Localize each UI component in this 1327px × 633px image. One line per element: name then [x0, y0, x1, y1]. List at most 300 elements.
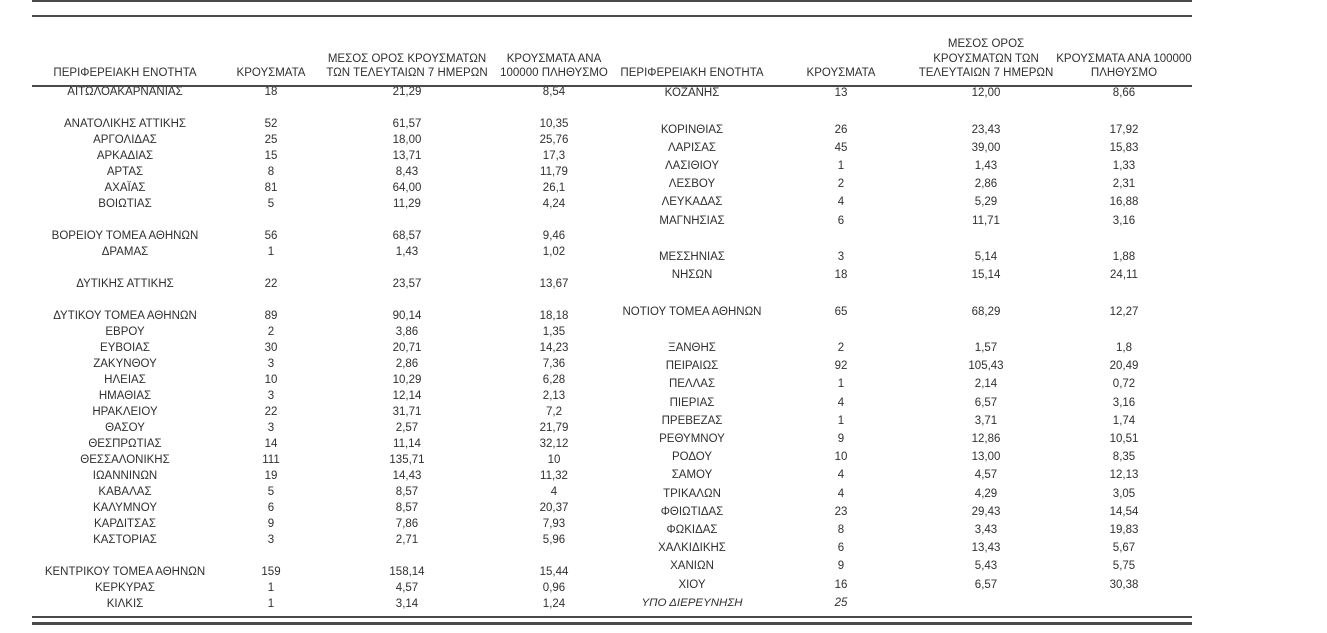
cell-per100k: 1,35: [542, 326, 566, 338]
table-row: [32, 484, 618, 500]
cell-cases: 2: [267, 326, 275, 338]
cell-per100k: [1056, 594, 1192, 612]
column-header-avg7days: ΜΕΣΟΣ ΟΡΟΣ ΚΡΟΥΣΜΑΤΩΝ ΤΩΝ ΤΕΛΕΥΤΑΙΩΝ 7 ΗΜΕΡΩΝ: [326, 52, 488, 80]
cell-per100k: 7,36: [542, 358, 566, 370]
cell-per100k: 6,28: [542, 374, 566, 386]
cell-per100k: 20,37: [539, 502, 569, 514]
cell-avg7: 31,71: [392, 406, 422, 418]
cell-per100k: [1056, 284, 1192, 302]
cell-region: ΑΝΑΤΟΛΙΚΗΣ ΑΤΤΙΚΗΣ: [63, 118, 186, 130]
cell-avg7: 14,43: [392, 470, 422, 482]
cell-cases: 3: [267, 390, 275, 402]
table-row: [32, 404, 618, 420]
cell-per100k: 8,54: [542, 86, 566, 98]
cell-avg7: 39,00: [971, 141, 1001, 154]
cell-region: ΔΡΑΜΑΣ: [101, 246, 149, 258]
cell-cases: 159: [261, 566, 281, 578]
header-underline: [32, 85, 1192, 87]
cell-region: ΠΕΙΡΑΙΩΣ: [665, 360, 719, 373]
cell-per100k: 11,32: [540, 470, 568, 482]
table-row: [32, 388, 618, 404]
cell-region: ΝΟΤΙΟΥ ΤΟΜΕΑ ΑΘΗΝΩΝ: [622, 305, 762, 318]
cell-region: ΚΑΣΤΟΡΙΑΣ: [93, 534, 157, 546]
cell-region: ΗΛΕΙΑΣ: [104, 374, 146, 386]
cell-region: ΠΡΕΒΕΖΑΣ: [661, 414, 723, 427]
cell-avg7: 3,71: [974, 414, 998, 427]
table-row: [618, 248, 1192, 266]
table-row: [32, 532, 618, 548]
cell-region: ΘΕΣΠΡΩΤΙΑΣ: [88, 438, 162, 450]
cell-cases: 26: [834, 123, 848, 136]
column-header-region: ΠΕΡΙΦΕΡΕΙΑΚΗ ΕΝΟΤΗΤΑ: [620, 67, 764, 80]
cell-cases: 25: [834, 596, 848, 609]
cell-cases: 2: [837, 178, 845, 191]
bottom-divider-line-1: [32, 616, 1192, 618]
table-row: [618, 375, 1192, 393]
regional-cases-tables: [32, 18, 1192, 612]
cell-per100k: 7,2: [546, 406, 562, 418]
cell-cases: 1: [837, 414, 845, 427]
cell-avg7: 12,14: [392, 390, 422, 402]
cell-avg7: 1,43: [974, 159, 998, 172]
cell-per100k: 26,1: [542, 182, 566, 194]
cell-cases: [766, 230, 916, 248]
table-row: [618, 393, 1192, 411]
cell-cases: 16: [834, 578, 848, 591]
cell-per100k: 0,72: [1112, 378, 1136, 391]
cell-region: ΘΑΣΟΥ: [105, 422, 145, 434]
table-row: [618, 521, 1192, 539]
table-row: [32, 468, 618, 484]
cell-avg7: [916, 321, 1056, 339]
cell-region: ΠΕΛΛΑΣ: [668, 378, 716, 391]
cell-per100k: 14,54: [1109, 505, 1139, 518]
cell-avg7: 3,14: [395, 598, 419, 610]
cell-per100k: [1056, 230, 1192, 248]
cell-per100k: 1,24: [542, 598, 566, 610]
cell-cases: 1: [267, 582, 275, 594]
table-row: [32, 420, 618, 436]
cell-region: ΘΕΣΣΑΛΟΝΙΚΗΣ: [80, 454, 170, 466]
cell-avg7: [324, 548, 490, 564]
cell-region: ΞΑΝΘΗΣ: [668, 341, 716, 354]
cell-region: [32, 548, 218, 564]
table-body-left: [32, 84, 618, 612]
column-header-region: ΠΕΡΙΦΕΡΕΙΑΚΗ ΕΝΟΤΗΤΑ: [53, 67, 197, 80]
cell-per100k: 15,44: [539, 566, 569, 578]
cell-cases: 45: [834, 141, 848, 154]
cell-per100k: 0,96: [542, 582, 566, 594]
table-row: [32, 228, 618, 244]
cell-avg7: 13,00: [971, 451, 1001, 464]
cell-avg7: [916, 284, 1056, 302]
cell-avg7: 18,00: [392, 134, 422, 146]
table-row: [32, 596, 618, 612]
top-divider-line-2: [32, 15, 1192, 17]
cell-avg7: 1,43: [395, 246, 419, 258]
cell-cases: [218, 100, 324, 116]
table-row: [618, 466, 1192, 484]
cell-cases: [218, 292, 324, 308]
cell-avg7: 2,14: [974, 378, 998, 391]
table-row: [618, 193, 1192, 211]
cell-avg7: 10,29: [392, 374, 422, 386]
cell-avg7: [916, 230, 1056, 248]
cell-per100k: 10: [547, 454, 561, 466]
table-row: [32, 452, 618, 468]
table-row: [32, 324, 618, 340]
table-row-spacer: [32, 100, 618, 116]
cell-region: ΠΙΕΡΙΑΣ: [669, 396, 715, 409]
cell-avg7: 6,57: [974, 396, 998, 409]
cases-table-left: [32, 18, 618, 612]
cell-region: ΦΩΚΙΔΑΣ: [666, 523, 718, 536]
cell-cases: 4: [837, 469, 845, 482]
cell-per100k: 20,49: [1109, 360, 1139, 373]
cell-per100k: 32,12: [539, 438, 569, 450]
cell-per100k: 3,16: [1112, 396, 1136, 409]
column-header-per-100k: ΚΡΟΥΣΜΑΤΑ ΑΝΑ 100000 ΠΛΗΘΥΣΜΟ: [500, 52, 608, 80]
cell-avg7: [324, 212, 490, 228]
cell-cases: [766, 321, 916, 339]
cell-region: ΣΑΜΟΥ: [671, 469, 713, 482]
table-row: [618, 594, 1192, 612]
table-row: [618, 448, 1192, 466]
cell-avg7: 7,86: [395, 518, 419, 530]
cell-region: [32, 100, 218, 116]
cell-region: ΚΑΡΔΙΤΣΑΣ: [94, 518, 156, 530]
cell-cases: 1: [267, 246, 275, 258]
cell-avg7: 2,57: [395, 422, 419, 434]
table-row: [618, 120, 1192, 138]
table-row: [618, 157, 1192, 175]
cell-cases: 4: [837, 396, 845, 409]
table-header-right: [618, 18, 1192, 84]
cell-cases: 3: [837, 250, 845, 263]
cell-cases: [766, 102, 916, 120]
cell-region: ΚΕΡΚΥΡΑΣ: [95, 582, 155, 594]
cell-avg7: 4,29: [974, 487, 998, 500]
cell-avg7: 8,43: [395, 166, 419, 178]
cell-per100k: 16,88: [1109, 196, 1139, 209]
cell-region: ΑΡΚΑΔΙΑΣ: [96, 150, 154, 162]
column-header-cases: ΚΡΟΥΣΜΑΤΑ: [806, 67, 876, 80]
cell-cases: 30: [264, 342, 278, 354]
cell-avg7: 23,57: [392, 278, 422, 290]
cell-per100k: 15,83: [1109, 141, 1139, 154]
cell-per100k: [490, 292, 618, 308]
cell-per100k: 3,05: [1112, 487, 1136, 500]
table-row: [32, 244, 618, 260]
cell-avg7: 90,14: [392, 310, 422, 322]
cell-cases: 4: [837, 196, 845, 209]
cell-avg7: 2,86: [974, 178, 998, 191]
cell-region: [32, 292, 218, 308]
cell-per100k: 9,46: [542, 230, 566, 242]
cell-region: [618, 230, 766, 248]
cell-avg7: 12,86: [971, 432, 1001, 445]
table-row-spacer: [32, 548, 618, 564]
table-row: [618, 484, 1192, 502]
table-row: [32, 372, 618, 388]
cell-region: ΛΑΡΙΣΑΣ: [667, 141, 717, 154]
cell-cases: 3: [267, 422, 275, 434]
cell-per100k: [490, 212, 618, 228]
cell-region: ΥΠΟ ΔΙΕΡΕΥΝΗΣΗ: [641, 596, 743, 609]
cell-avg7: 12,00: [971, 87, 1001, 100]
cell-per100k: 4: [550, 486, 558, 498]
table-row: [32, 180, 618, 196]
cell-cases: 22: [264, 278, 278, 290]
cell-region: ΡΟΔΟΥ: [671, 451, 713, 464]
cell-avg7: 23,43: [971, 123, 1001, 136]
cell-cases: 9: [837, 432, 845, 445]
cell-region: ΕΥΒΟΙΑΣ: [100, 342, 150, 354]
cell-avg7: 4,57: [395, 582, 419, 594]
cell-cases: 65: [834, 305, 848, 318]
table-row: [618, 175, 1192, 193]
column-header-avg7days: ΜΕΣΟΣ ΟΡΟΣ ΚΡΟΥΣΜΑΤΩΝ ΤΩΝ ΤΕΛΕΥΤΑΙΩΝ 7 ΗΜΕΡΩΝ: [918, 37, 1054, 80]
table-row: [32, 564, 618, 580]
cell-avg7: 6,57: [974, 578, 998, 591]
cell-region: ΙΩΑΝΝΙΝΩΝ: [92, 470, 158, 482]
cell-cases: [218, 548, 324, 564]
cell-avg7: 158,14: [389, 566, 425, 578]
table-row: [32, 356, 618, 372]
cell-per100k: [1056, 321, 1192, 339]
cell-cases: 25: [264, 134, 278, 146]
cell-cases: 15: [264, 150, 278, 162]
table-row: [32, 580, 618, 596]
cell-avg7: 21,29: [392, 86, 422, 98]
cell-region: ΚΑΒΑΛΑΣ: [98, 486, 152, 498]
cell-region: ΖΑΚΥΝΘΟΥ: [93, 358, 157, 370]
cell-cases: 8: [267, 166, 275, 178]
cell-per100k: 10,51: [1109, 432, 1139, 445]
cell-region: ΛΕΥΚΑΔΑΣ: [661, 196, 723, 209]
cell-region: ΧΑΝΙΩΝ: [670, 560, 714, 573]
cell-cases: 92: [834, 360, 848, 373]
cell-avg7: [916, 102, 1056, 120]
cell-avg7: 4,57: [974, 469, 998, 482]
cell-per100k: 8,66: [1112, 87, 1136, 100]
cell-cases: 18: [834, 269, 848, 282]
table-row: [618, 357, 1192, 375]
cell-avg7: 8,57: [395, 502, 419, 514]
table-header-left: [32, 18, 618, 84]
cell-avg7: 1,57: [974, 341, 998, 354]
cell-cases: 9: [837, 560, 845, 573]
cell-region: ΛΑΣΙΘΙΟΥ: [664, 159, 720, 172]
cell-per100k: 7,93: [542, 518, 566, 530]
top-divider-line-1: [32, 0, 1192, 2]
cell-region: [32, 212, 218, 228]
table-row-spacer: [32, 292, 618, 308]
cell-region: [32, 260, 218, 276]
cell-per100k: 24,11: [1110, 269, 1138, 282]
cell-per100k: 30,38: [1109, 578, 1139, 591]
table-row: [32, 148, 618, 164]
table-body-right: [618, 84, 1192, 612]
cell-region: ΤΡΙΚΑΛΩΝ: [663, 487, 721, 500]
cell-avg7: 29,43: [971, 505, 1001, 518]
cell-per100k: 3,16: [1112, 214, 1136, 227]
cell-avg7: 105,43: [968, 360, 1004, 373]
table-row: [618, 211, 1192, 229]
cell-cases: 4: [837, 487, 845, 500]
cell-avg7: 5,43: [974, 560, 998, 573]
table-row: [32, 308, 618, 324]
cell-avg7: 13,71: [392, 150, 422, 162]
cell-cases: 2: [837, 341, 845, 354]
cell-cases: 3: [267, 534, 275, 546]
cell-region: ΜΕΣΣΗΝΙΑΣ: [658, 250, 726, 263]
table-row: [618, 557, 1192, 575]
cell-per100k: 12,13: [1109, 469, 1139, 482]
cell-avg7: 13,43: [971, 542, 1001, 555]
cell-cases: 3: [267, 358, 275, 370]
table-row: [618, 302, 1192, 320]
cell-per100k: [490, 548, 618, 564]
cell-region: ΔΥΤΙΚΟΥ ΤΟΜΕΑ ΑΘΗΝΩΝ: [53, 310, 197, 322]
cell-cases: [218, 260, 324, 276]
cell-cases: 5: [267, 198, 275, 210]
table-row: [32, 196, 618, 212]
cell-region: ΑΧΑΪΑΣ: [104, 182, 146, 194]
cell-cases: 56: [264, 230, 278, 242]
cell-avg7: 15,14: [971, 269, 1001, 282]
cell-cases: 6: [837, 542, 845, 555]
cell-region: ΦΘΙΩΤΙΔΑΣ: [660, 505, 724, 518]
cell-avg7: [324, 100, 490, 116]
cell-cases: 10: [264, 374, 278, 386]
cell-avg7: 20,71: [392, 342, 422, 354]
cell-per100k: 25,76: [539, 134, 569, 146]
cell-per100k: 5,67: [1112, 542, 1136, 555]
cell-region: ΡΕΘΥΜΝΟΥ: [659, 432, 725, 445]
cell-avg7: 11,14: [393, 438, 421, 450]
cell-cases: 13: [834, 87, 848, 100]
column-header-per-100k: ΚΡΟΥΣΜΑΤΑ ΑΝΑ 100000 ΠΛΗΘΥΣΜΟ: [1056, 52, 1192, 80]
cell-cases: 52: [264, 118, 278, 130]
cell-region: ΚΑΛΥΜΝΟΥ: [93, 502, 157, 514]
table-row-spacer: [32, 212, 618, 228]
cell-avg7: [916, 594, 1056, 612]
cell-cases: 81: [264, 182, 278, 194]
cell-cases: 89: [264, 310, 278, 322]
cell-region: ΚΟΡΙΝΘΙΑΣ: [660, 123, 724, 136]
cell-avg7: 64,00: [392, 182, 422, 194]
table-row: [618, 84, 1192, 102]
cell-per100k: 1,74: [1112, 414, 1136, 427]
cell-per100k: 1,8: [1116, 341, 1132, 354]
table-row: [618, 575, 1192, 593]
column-header-cases: ΚΡΟΥΣΜΑΤΑ: [236, 67, 306, 80]
cell-per100k: 12,27: [1109, 305, 1139, 318]
cell-cases: 1: [837, 159, 845, 172]
cell-region: ΒΟΡΕΙΟΥ ΤΟΜΕΑ ΑΘΗΝΩΝ: [51, 230, 199, 242]
cell-region: ΜΑΓΝΗΣΙΑΣ: [659, 214, 725, 227]
cell-per100k: 21,79: [539, 422, 569, 434]
cell-region: ΒΟΙΩΤΙΑΣ: [98, 198, 152, 210]
cell-region: ΚΕΝΤΡΙΚΟΥ ΤΟΜΕΑ ΑΘΗΝΩΝ: [44, 566, 206, 578]
cell-per100k: 1,33: [1112, 159, 1136, 172]
cell-avg7: 11,71: [972, 214, 1000, 227]
cell-cases: 14: [264, 438, 278, 450]
table-row: [32, 500, 618, 516]
cell-per100k: 17,3: [542, 150, 566, 162]
cell-cases: 23: [834, 505, 848, 518]
table-row: [32, 516, 618, 532]
cell-per100k: 18,18: [539, 310, 569, 322]
cell-cases: 6: [267, 502, 275, 514]
cell-per100k: 1,02: [542, 246, 566, 258]
cell-region: [618, 321, 766, 339]
cell-per100k: 4,24: [542, 198, 566, 210]
cell-avg7: 68,29: [971, 305, 1001, 318]
table-row: [32, 340, 618, 356]
cell-cases: 1: [837, 378, 845, 391]
table-row-spacer: [618, 284, 1192, 302]
cell-cases: 6: [837, 214, 845, 227]
cell-region: ΑΙΤΩΛΟΑΚΑΡΝΑΝΙΑΣ: [67, 86, 183, 98]
cell-cases: [766, 284, 916, 302]
table-row-spacer: [618, 102, 1192, 120]
cell-avg7: 3,86: [395, 326, 419, 338]
cell-cases: [218, 212, 324, 228]
cell-per100k: 2,13: [542, 390, 566, 402]
table-row: [32, 436, 618, 452]
table-row: [618, 339, 1192, 357]
cell-per100k: 5,96: [542, 534, 566, 546]
cell-cases: 19: [264, 470, 278, 482]
cell-per100k: 5,75: [1112, 560, 1136, 573]
cell-avg7: 8,57: [395, 486, 419, 498]
table-row-spacer: [618, 230, 1192, 248]
cases-table-right: [618, 18, 1192, 612]
cell-per100k: 19,83: [1109, 523, 1139, 536]
table-row: [32, 132, 618, 148]
cell-cases: 1: [267, 598, 275, 610]
cell-avg7: 61,57: [392, 118, 422, 130]
cell-per100k: 2,31: [1112, 178, 1136, 191]
cell-avg7: 3,43: [974, 523, 998, 536]
cell-region: ΗΡΑΚΛΕΙΟΥ: [92, 406, 158, 418]
cell-region: ΑΡΤΑΣ: [106, 166, 144, 178]
table-row: [618, 139, 1192, 157]
cell-per100k: [490, 260, 618, 276]
cell-avg7: 5,29: [974, 196, 998, 209]
cell-cases: 111: [262, 454, 280, 466]
cell-cases: 9: [267, 518, 275, 530]
cell-region: ΚΟΖΑΝΗΣ: [664, 87, 720, 100]
cell-region: ΗΜΑΘΙΑΣ: [98, 390, 152, 402]
cell-avg7: 68,57: [392, 230, 422, 242]
cell-avg7: [324, 260, 490, 276]
cell-region: ΕΒΡΟΥ: [105, 326, 145, 338]
cell-per100k: 11,79: [540, 166, 568, 178]
cell-region: ΧΙΟΥ: [678, 578, 706, 591]
cell-avg7: [324, 292, 490, 308]
cell-avg7: 2,86: [395, 358, 419, 370]
cell-per100k: 8,35: [1112, 451, 1136, 464]
cell-region: ΛΕΣΒΟΥ: [668, 178, 716, 191]
cell-region: ΑΡΓΟΛΙΔΑΣ: [93, 134, 157, 146]
cell-per100k: 14,23: [539, 342, 569, 354]
cell-cases: 10: [834, 451, 848, 464]
cell-cases: 5: [267, 486, 275, 498]
table-row-spacer: [32, 260, 618, 276]
